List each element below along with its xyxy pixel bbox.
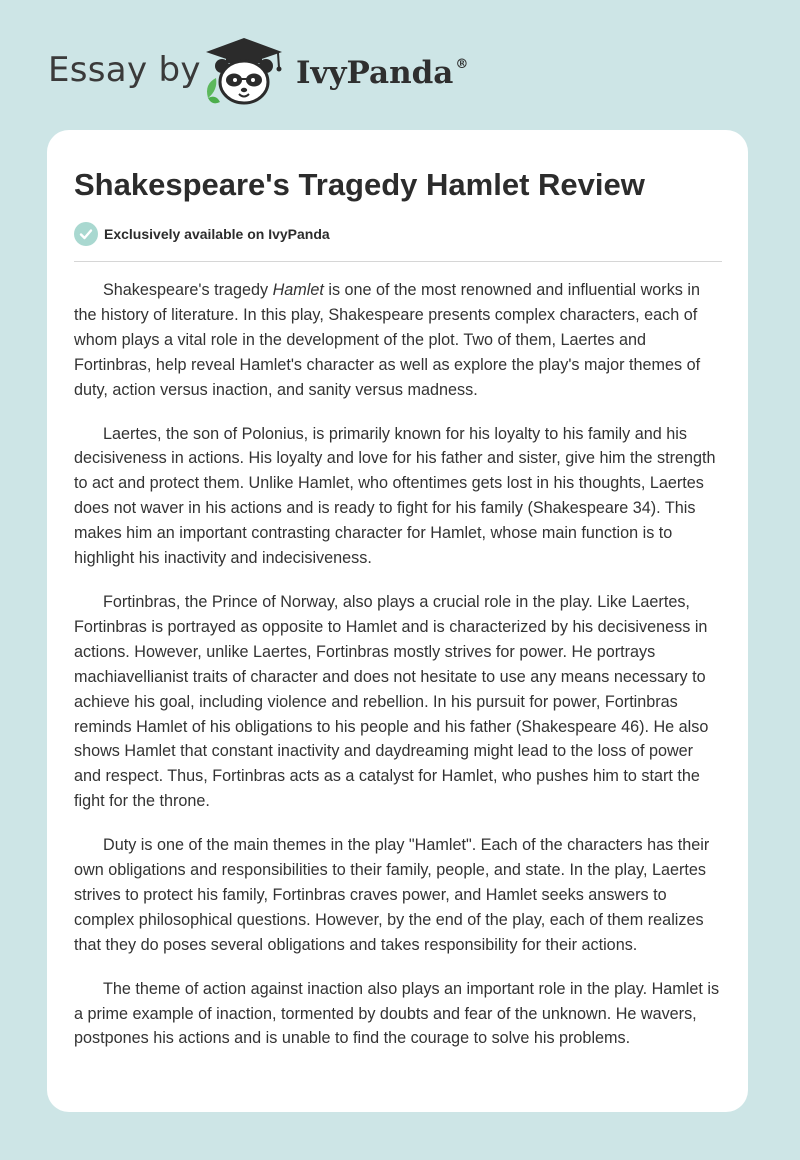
registered-mark: ®: [455, 57, 469, 72]
brand-name: [296, 55, 468, 91]
exclusive-badge: [74, 222, 330, 246]
page-title: Shakespeare's Tragedy Hamlet Review: [74, 167, 645, 202]
work-title: Hamlet: [272, 281, 324, 299]
paragraph-text: is one of the most renowned and influential works in the history of literature. In this play, Shakespeare presents complex characters, each of whom plays a vital role in the development of the plot. Two of them, Laertes and Fortinbras, help reveal Hamlet's character as well as explore the play's major themes of duty, action versus inaction, and sanity versus madness.: [74, 281, 701, 399]
brand-prefix: Essay by: [48, 50, 201, 90]
badge-label: Exclusively available on IvyPanda: [104, 226, 330, 242]
panda-graduate-icon: [202, 36, 286, 108]
paragraph: The theme of action against inaction also plays an important role in the play. Hamlet is a prime example of inaction, tormented by doubts and fear of the unknown. He wavers, postpones his actions and is unable to find the courage to solve his problems.: [74, 979, 720, 1048]
paragraph: Laertes, the son of Polonius, is primarily known for his loyalty to his family and his decisiveness in actions. His loyalty and love for his father and sister, give him the strength to act and protect them. Unlike Hamlet, who oftentimes gets lost in his thoughts, Laertes does not waver in his actions and is ready to fight for his family (Shakespeare 34). This makes him an important contrasting character for Hamlet, whose main function is to highlight his inactivity and indecisiveness.: [74, 424, 716, 568]
paragraph: [74, 278, 722, 403]
paragraph-text: Shakespeare's tragedy: [103, 281, 273, 299]
check-circle-icon: [74, 222, 98, 246]
site-header: [0, 0, 800, 130]
brand-name-text: IvyPanda: [296, 55, 454, 91]
paragraph: Duty is one of the main themes in the play "Hamlet". Each of the characters has their own obligations and responsibilities to their family, people, and state. In the play, Laertes strives to protect his family, Fortinbras craves power, and Hamlet seeks answers to complex philosophical questions. However, by the end of the play, each of them realizes that they do poses several obligations and takes responsibility for their actions.: [74, 836, 710, 954]
essay-card: [47, 130, 748, 1112]
paragraph: Fortinbras, the Prince of Norway, also plays a crucial role in the play. Like Laertes, Fortinbras is portrayed as opposite to Hamlet and is characterized by his decisiveness in actions. However, unlike Laertes, Fortinbras mostly strives for power. He portrays machiavellianist traits of character and does not hesitate to use any means necessary to achieve his goal, including violence and rebellion. In his pursuit for power, Fortinbras reminds Hamlet of his obligations to his people and his father (Shakespeare 46). He also shows Hamlet that constant inactivity and daydreaming might lead to the loss of power and respect. Thus, Fortinbras acts as a catalyst for Hamlet, who pushes him to start the fight for the throne.: [74, 592, 709, 811]
divider: [74, 261, 722, 262]
essay-body: [74, 278, 722, 1070]
